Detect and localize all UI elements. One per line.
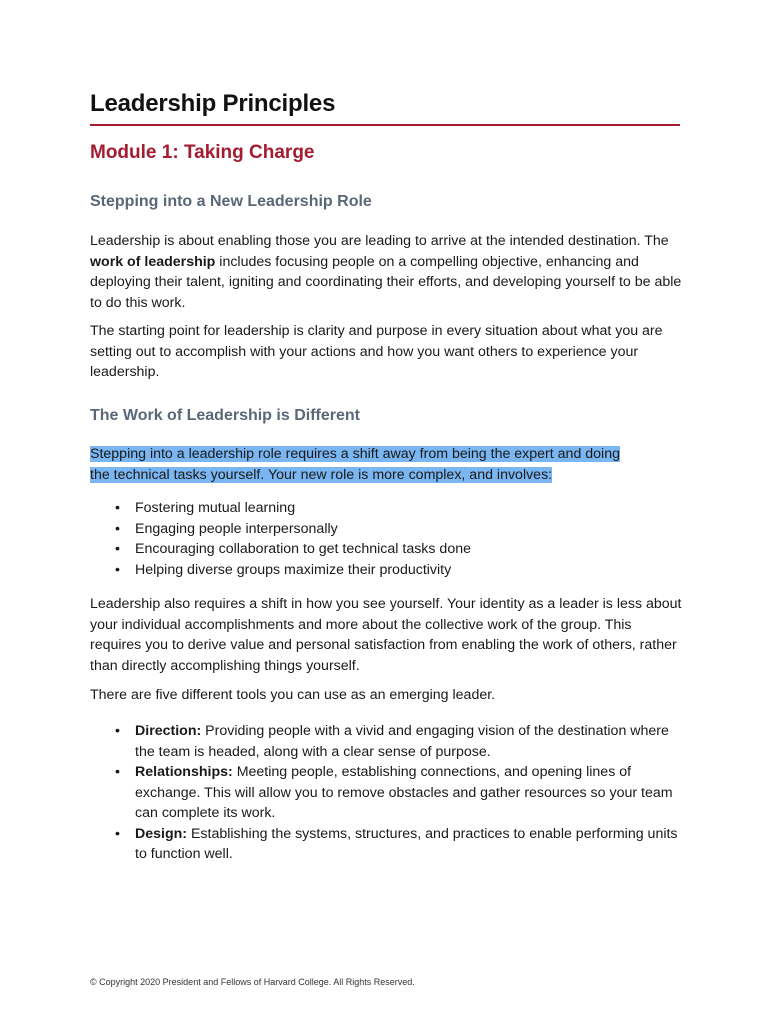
- list-item: [90, 539, 682, 560]
- copyright-footer: © Copyright 2020 President and Fellows of Harvard College. All Rights Reserved.: [90, 977, 415, 987]
- bullet-icon: •: [115, 541, 120, 557]
- list-item-text: Fostering mutual learning: [135, 500, 296, 516]
- highlighted-text-line-2[interactable]: the technical tasks yourself. Your new role is more complex, and involves:: [90, 466, 553, 483]
- paragraph-starting-point: The starting point for leadership is clarity and purpose in every situation about what you are setting out to accomplish with your actions and how you want others to experience your leadership.: [90, 323, 663, 380]
- list-item-text: Helping diverse groups maximize their productivity: [135, 561, 452, 578]
- paragraph-text: includes focusing people on a compelling objective, enhancing and deploying their talent, igniting and coordinating their efforts, and developing yourself to be able to do this work.: [90, 253, 682, 311]
- bullet-icon: •: [115, 825, 120, 842]
- section-heading-new-role: Stepping into a New Leadership Role: [90, 193, 372, 210]
- paragraph-text: Leadership is about enabling those you are leading to arrive at the intended destination. The: [90, 233, 669, 249]
- list-item-relationships: [90, 762, 682, 824]
- bullet-icon: •: [115, 500, 120, 516]
- tool-term: Design:: [135, 825, 188, 842]
- bullet-icon: •: [115, 520, 120, 537]
- tool-term: Relationships:: [135, 764, 233, 780]
- section-heading-work-different: The Work of Leadership is Different: [90, 407, 360, 424]
- title-divider: [90, 124, 680, 126]
- bullet-icon: •: [115, 723, 120, 739]
- list-item-text: Engaging people interpersonally: [135, 520, 338, 537]
- tool-description: Establishing the systems, structures, and practices to enable performing units to function well.: [135, 825, 678, 862]
- bullet-icon: •: [115, 561, 120, 578]
- list-item-direction: [90, 721, 682, 762]
- highlighted-text-line-1[interactable]: Stepping into a leadership role requires a shift away from being the expert and doing: [90, 446, 620, 462]
- paragraph-identity-shift: Leadership also requires a shift in how you see yourself. Your identity as a leader is less about your individual accomplishments and more about the collective work of the group. This requires you to derive value and personal satisfaction from enabling the work of others, rather than directly accomplishing things yourself.: [90, 596, 682, 674]
- role-bullet-list: [90, 498, 682, 580]
- list-item: [90, 560, 682, 581]
- paragraph-leadership-definition: [90, 231, 682, 313]
- tools-bullet-list: [90, 721, 682, 865]
- tool-description: Meeting people, establishing connections, and opening lines of exchange. This will allow you to remove obstacles and gather resources so your team can complete its work.: [135, 764, 673, 821]
- document-title: Leadership Principles: [90, 90, 336, 117]
- bullet-icon: •: [115, 764, 120, 780]
- list-item: [90, 519, 682, 540]
- module-title: Module 1: Taking Charge: [90, 142, 315, 163]
- paragraph-five-tools: There are five different tools you can use as an emerging leader.: [90, 687, 496, 703]
- bold-term-work-of-leadership: work of leadership: [90, 253, 216, 270]
- list-item: [90, 498, 682, 519]
- highlighted-paragraph[interactable]: [90, 444, 682, 485]
- tool-term: Direction:: [135, 723, 202, 739]
- list-item-text: Encouraging collaboration to get technical tasks done: [135, 541, 471, 557]
- tool-description: Providing people with a vivid and engaging vision of the destination where the team is headed, along with a clear sense of purpose.: [135, 723, 669, 760]
- list-item-design: [90, 824, 682, 865]
